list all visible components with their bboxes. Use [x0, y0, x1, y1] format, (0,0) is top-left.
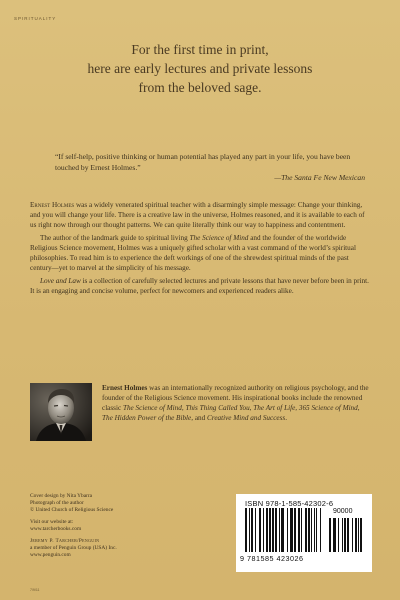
website-tarcher: www.tarcherbooks.com: [30, 526, 82, 532]
bio-text-c: .: [285, 414, 287, 422]
barcode-bar: [342, 518, 343, 552]
barcode-bar: [251, 508, 253, 552]
barcode-bar: [358, 518, 359, 552]
barcode-bar: [275, 508, 277, 552]
bio-author-name: Ernest Holmes: [102, 384, 148, 392]
barcode-bar: [338, 518, 339, 552]
cover-design-credit: Cover design by Nita Ybarra: [30, 493, 93, 499]
barcode-bar: [245, 508, 247, 552]
website-penguin: www.penguin.com: [30, 552, 71, 558]
paragraph-2-text-a: The author of the landmark guide to spiritual living: [40, 234, 190, 242]
barcode-bar: [329, 518, 331, 552]
addon-barcode-bars: [328, 518, 364, 552]
price-code: 90000: [333, 508, 353, 515]
author-portrait-image: [30, 383, 92, 441]
barcode-bar: [316, 508, 317, 552]
barcode-bar: [272, 508, 274, 552]
photo-credit-line-1: Photograph of the author: [30, 500, 84, 506]
barcode-bar: [290, 508, 293, 552]
barcode-bar: [294, 508, 296, 552]
author-bio: [102, 383, 370, 423]
barcode-bar: [344, 518, 346, 552]
barcode-bar: [352, 518, 353, 552]
publisher-name: Jeremy P. Tarcher/Penguin: [30, 538, 100, 544]
barcode-bar: [355, 518, 357, 552]
bio-text-a: was an internationally recognized authority on religious psychology, and the founder of the Religious Science movement. His inspirational books include the renowned classic: [102, 384, 369, 412]
barcode-bar: [333, 518, 336, 552]
isbn-barcode: [236, 494, 372, 572]
author-section: [30, 383, 370, 443]
barcode-bar: [301, 508, 302, 552]
credits-block: [30, 493, 190, 559]
headline-line-1: For the first time in print,: [131, 42, 269, 57]
barcode-bar: [308, 508, 310, 552]
barcode-bar: [314, 508, 315, 552]
bio-book-titles-1: The Science of Mind, This Thing Called You, The Art of Life, 365 Science of Mind, The Hidden Power of the Bible,: [102, 404, 360, 422]
category-label: SPIRITUALITY: [14, 16, 57, 21]
description-paragraph-1: [30, 200, 370, 230]
author-photo: [30, 383, 92, 441]
book-title-love-and-law: Love and Law: [40, 277, 81, 285]
photo-credit-line-2: © United Church of Religious Science: [30, 507, 114, 513]
barcode-bar: [255, 508, 256, 552]
paragraph-3-text: is a collection of carefully selected lectures and private lessons that have never before been in print. It is an engaging and concise volume, perfect for newcomers and experienced readers alike.: [30, 277, 369, 295]
description-body: [30, 200, 370, 299]
barcode-bar: [259, 508, 261, 552]
headline-line-3: from the beloved sage.: [138, 80, 262, 95]
author-name-smallcaps: Ernest Holmes: [30, 201, 75, 209]
quote-text: “If self-help, positive thinking or human potential has played any part in your life, you have been touched by Ernest Holmes.”: [55, 152, 351, 172]
print-code: 7/9/11: [30, 588, 40, 592]
barcode-digits: 9 781585 423026: [240, 554, 304, 563]
description-paragraph-3: [30, 276, 370, 296]
barcode-bar: [281, 508, 284, 552]
description-paragraph-2: [30, 233, 370, 273]
barcode-bar: [298, 508, 300, 552]
isbn-label: ISBN 978-1-585-42302-6: [245, 499, 334, 508]
barcode-bar: [279, 508, 280, 552]
barcode-bar: [249, 508, 250, 552]
barcode-bar: [287, 508, 288, 552]
quote-source: —The Santa Fe New Mexican: [274, 173, 365, 182]
bio-book-titles-2: Creative Mind and Success: [207, 414, 286, 422]
barcode-bar: [347, 518, 349, 552]
book-title-science-of-mind: The Science of Mind: [189, 234, 249, 242]
barcode-bar: [311, 508, 312, 552]
paragraph-1-text: was a widely venerated spiritual teacher with a disarmingly simple message: Change your thinking, and you will change your life. There is a creative law in the universe, Holmes reasoned, and it is available to each of us right now through our thought patterns. We can quite literally think our way to happiness and contentment.: [30, 201, 365, 229]
website-intro: Visit our website at:: [30, 519, 74, 525]
barcode-bar: [266, 508, 268, 552]
barcode-bar: [305, 508, 307, 552]
barcode-bar: [320, 508, 321, 552]
barcode-bar: [263, 508, 264, 552]
headline-line-2: here are early lectures and private lessons: [87, 61, 313, 76]
headline: [40, 40, 360, 97]
press-quote: [55, 152, 365, 184]
publisher-group: a member of Penguin Group (USA) Inc.: [30, 545, 117, 551]
paragraph-2-text-b: and the founder of the worldwide Religious Science movement, Holmes was a uniquely gifted scholar with a vast command of the world’s spiritual philosophies. To read him is to experience the deft workings of one of the shrewdest spiritual minds of the past century—yet to marvel at the simplicity of his message.: [30, 234, 356, 272]
bio-text-b: and: [193, 414, 208, 422]
barcode-bar: [269, 508, 271, 552]
ean-barcode-bars: [244, 508, 324, 552]
barcode-bar: [360, 518, 362, 552]
